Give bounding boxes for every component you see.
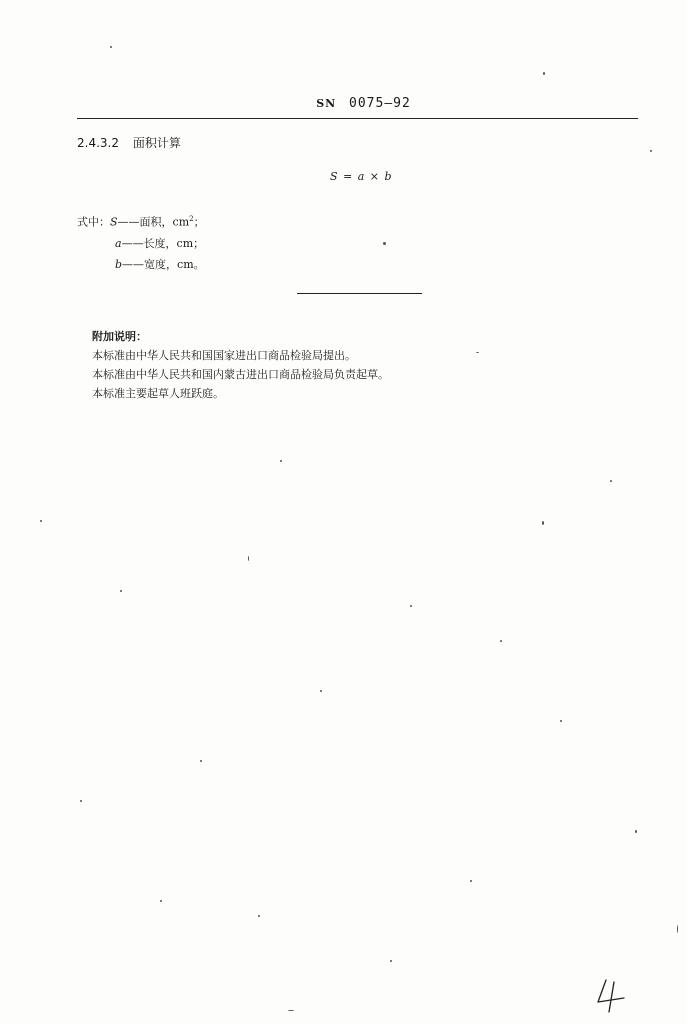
scan-speck <box>258 915 260 917</box>
variable-dash: —— <box>122 257 145 271</box>
standard-prefix: SN <box>316 97 337 110</box>
additional-notes <box>92 327 389 403</box>
variable-end: ； <box>193 215 205 229</box>
note-line: 本标准主要起草人班跃庭。 <box>92 387 224 400</box>
variable-def-a <box>77 233 205 254</box>
scan-speck <box>410 605 412 607</box>
note-line: 本标准由中华人民共和国国家进出口商品检验局提出。 <box>92 349 356 362</box>
scan-speck <box>476 352 479 353</box>
scan-speck <box>120 590 122 592</box>
scan-speck <box>542 521 544 525</box>
scan-speck <box>383 242 386 245</box>
scan-speck <box>390 960 392 962</box>
scan-speck <box>248 556 249 561</box>
variable-desc: 面积，cm <box>139 215 190 229</box>
header-rule <box>77 118 638 119</box>
scan-speck <box>677 925 678 933</box>
scan-speck <box>280 460 282 462</box>
variable-symbol: S <box>110 215 118 229</box>
variable-desc: 宽度，cm <box>144 257 194 271</box>
scan-speck <box>200 760 202 762</box>
scan-speck <box>320 690 322 692</box>
scan-speck <box>80 800 82 802</box>
unit-superscript: 2 <box>189 215 194 223</box>
end-of-text-rule <box>297 293 422 294</box>
variable-symbol: a <box>115 236 122 250</box>
variable-dash: —— <box>121 236 144 250</box>
variable-definitions <box>77 209 205 275</box>
scan-speck <box>610 480 612 482</box>
area-formula: S = a × b <box>330 170 393 183</box>
variable-def-b <box>77 254 205 275</box>
standard-code-header <box>0 96 687 111</box>
variable-def-s <box>77 209 205 233</box>
scan-speck <box>543 72 545 75</box>
note-line: 本标准由中华人民共和国内蒙古进出口商品检验局负责起草。 <box>92 368 389 381</box>
variable-desc: 长度，cm <box>143 236 194 250</box>
scan-speck <box>288 1010 294 1011</box>
scan-speck <box>650 150 652 152</box>
scan-speck <box>470 880 472 882</box>
scan-speck <box>635 830 637 833</box>
scan-speck <box>500 640 502 642</box>
variable-end: 。 <box>193 257 205 271</box>
where-lead: 式中： <box>77 215 110 229</box>
variable-end: ； <box>193 236 205 250</box>
variable-symbol: b <box>115 257 123 271</box>
section-title: 面积计算 <box>132 136 181 150</box>
scan-speck <box>110 46 112 48</box>
scan-speck <box>40 520 42 522</box>
section-heading <box>77 134 181 151</box>
handwritten-page-number <box>594 976 630 1016</box>
variable-dash: —— <box>117 215 140 229</box>
standard-number: 0075—92 <box>349 96 411 111</box>
notes-title: 附加说明： <box>92 330 147 343</box>
scan-speck <box>160 900 162 902</box>
scan-speck <box>560 720 562 722</box>
section-number: 2.4.3.2 <box>77 136 119 150</box>
